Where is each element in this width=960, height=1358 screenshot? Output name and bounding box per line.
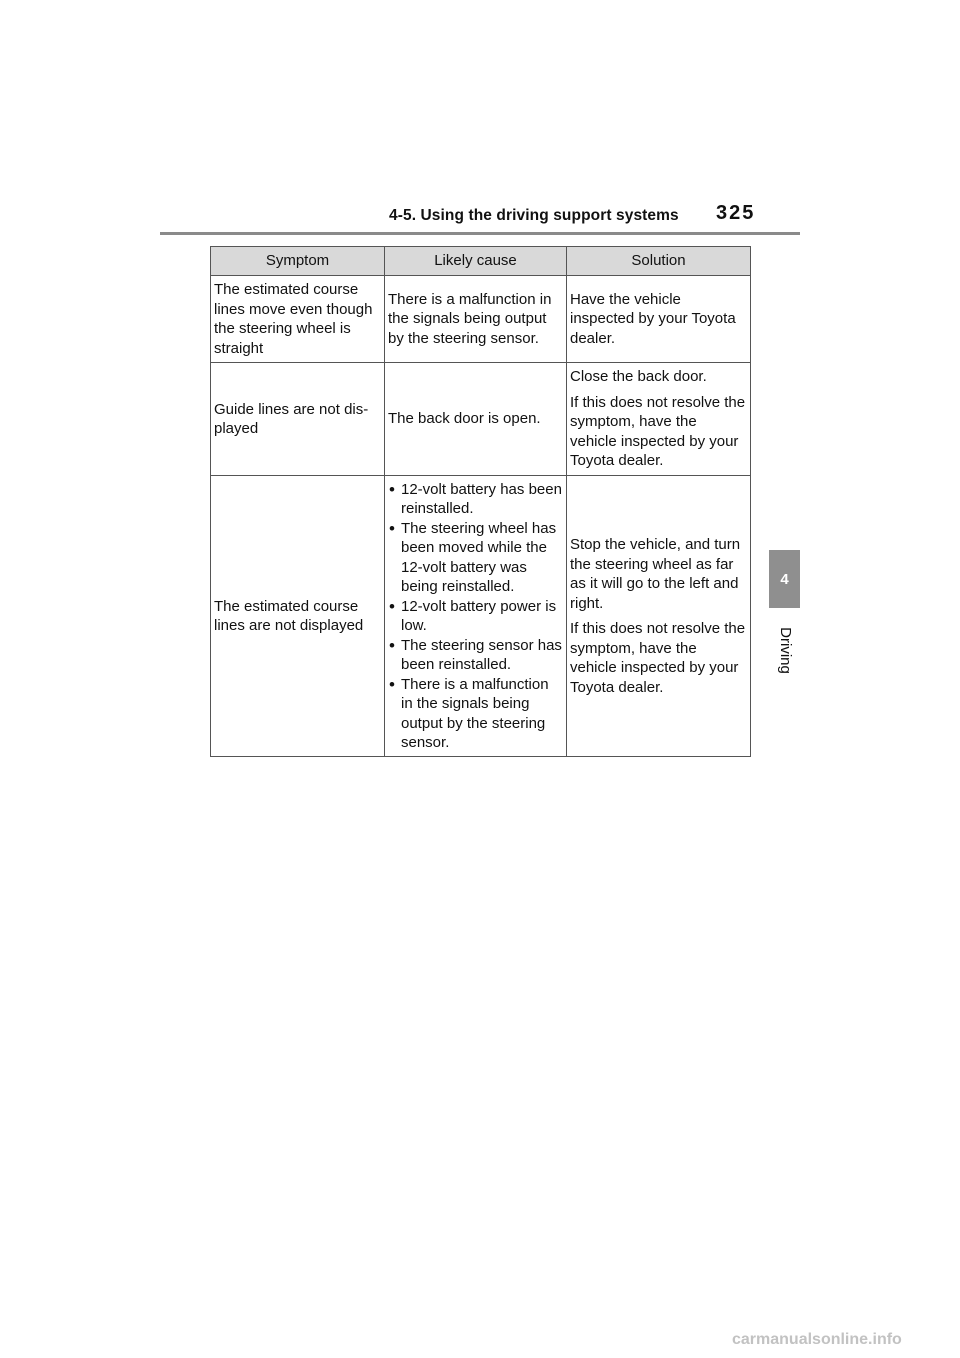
- cause-list-item: • The steering sensor has been reinstalled.: [388, 636, 563, 675]
- symptom-cell: The estimated course lines move even though the steering wheel is straight: [211, 276, 385, 363]
- cause-list: [388, 480, 563, 753]
- cause-cell: [385, 476, 567, 757]
- solution-text: Close the back door.: [570, 368, 707, 386]
- header-divider: [160, 232, 800, 235]
- solution-cell: [567, 276, 751, 363]
- solution-text: Stop the vehicle, and turn the steering wheel as far as it will go to the left and right.: [570, 536, 741, 612]
- chapter-label-text: Driving: [776, 626, 794, 674]
- solution-cell: [567, 363, 751, 476]
- cause-cell: The back door is open.: [385, 363, 567, 476]
- cause-list-item: • 12-volt battery power is low.: [388, 597, 563, 636]
- troubleshooting-table: [210, 246, 751, 757]
- solution-text: Have the vehicle inspected by your Toyota dealer.: [570, 290, 736, 347]
- cause-list-item: • There is a malfunction in the signals being output by the steering sensor.: [388, 675, 563, 753]
- cause-list-item: • 12-volt battery has been reinstalled.: [388, 480, 563, 519]
- column-header-likely-cause: Likely cause: [385, 247, 567, 276]
- solution-cell: [567, 476, 751, 757]
- table-header-row: [211, 247, 751, 276]
- column-header-solution: Solution: [567, 247, 751, 276]
- watermark-text: carmanualsonline.info: [732, 1331, 902, 1348]
- page-number: 325: [716, 202, 756, 224]
- symptom-cell: Guide lines are not dis-played: [211, 363, 385, 476]
- chapter-tab-number: 4: [769, 550, 800, 608]
- section-title: 4-5. Using the driving support systems: [389, 207, 679, 224]
- column-header-symptom: Symptom: [211, 247, 385, 276]
- table-row: [211, 476, 751, 757]
- solution-text: If this does not resolve the symptom, have the vehicle inspected by your Toyota dealer.: [570, 393, 746, 470]
- table-row: [211, 276, 751, 363]
- cause-list-item: • The steering wheel has been moved while the 12-volt battery was being reinstalled.: [388, 519, 563, 597]
- cause-cell: There is a malfunction in the signals being output by the steering sensor.: [385, 276, 567, 363]
- table-row: [211, 363, 751, 476]
- symptom-cell: The estimated course lines are not displayed: [211, 476, 385, 757]
- solution-text: If this does not resolve the symptom, have the vehicle inspected by your Toyota dealer.: [570, 620, 746, 696]
- chapter-tab-label: [767, 622, 803, 678]
